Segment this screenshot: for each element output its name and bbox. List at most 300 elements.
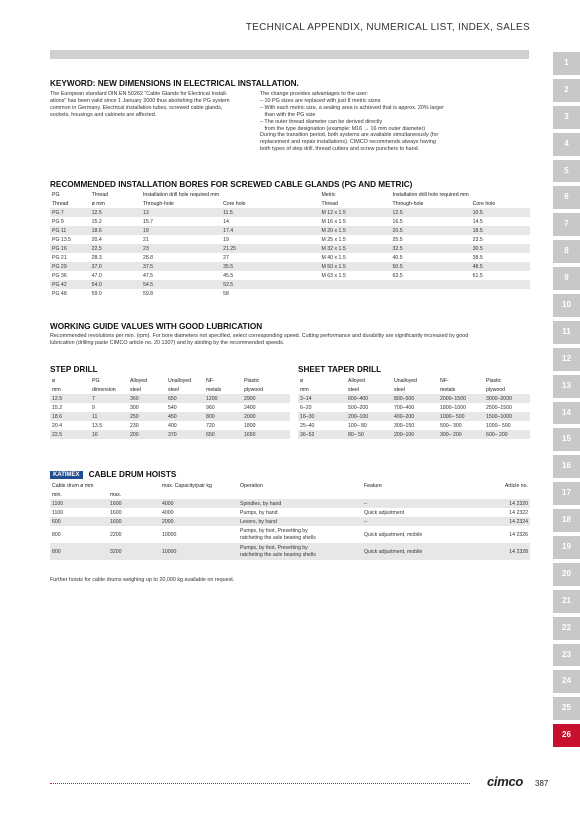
header-cell: mm xyxy=(52,386,61,393)
table-cell xyxy=(471,280,530,289)
header-cell: Metric xyxy=(321,191,336,198)
bores-table xyxy=(50,190,530,298)
table-row xyxy=(298,430,530,439)
table-cell: 800 xyxy=(204,412,242,421)
header-cell xyxy=(108,481,160,490)
chapter-tab: 22 xyxy=(553,617,580,640)
table-cell: 2400 xyxy=(244,404,256,411)
table-cell: M 20 x 1.5 xyxy=(319,226,390,235)
table-cell: 47.5 xyxy=(142,272,154,279)
table-cell: 30.5 xyxy=(471,244,530,253)
keyword-line: from the type designation (example: M16 → 16 mm outer diameter) xyxy=(260,125,426,132)
table-cell: 14 2322 xyxy=(509,509,528,516)
table-cell: 1800–1000 xyxy=(440,404,466,411)
table-cell: 20.4 xyxy=(52,422,63,429)
table-row xyxy=(50,526,530,543)
table-cell: 2200 xyxy=(110,531,122,538)
table-header-row xyxy=(298,385,530,394)
header-cell: steel xyxy=(130,386,141,393)
table-cell: 500– 300 xyxy=(440,422,462,429)
table-row xyxy=(50,499,530,508)
hoists-heading xyxy=(50,470,176,479)
table-cell: 16 xyxy=(90,430,128,439)
table-row xyxy=(50,208,530,217)
table-cell: 13 xyxy=(141,208,221,217)
table-cell: 25.5 xyxy=(392,236,403,243)
header-cell: plywood xyxy=(486,386,506,393)
table-row xyxy=(50,289,530,298)
table-cell: PG 9 xyxy=(52,218,64,225)
table-cell: 800 xyxy=(50,543,108,560)
table-cell: M 50 x 1.5 xyxy=(319,262,390,271)
table-cell: PG 48 xyxy=(52,290,67,297)
table-cell: 47.0 xyxy=(91,272,102,279)
table-cell: 18.5 xyxy=(471,226,530,235)
header-cell: Unalloyed xyxy=(394,377,418,384)
header-cell: Plastic xyxy=(486,377,502,384)
table-cell: 370 xyxy=(166,430,204,439)
table-cell: – xyxy=(362,499,486,508)
table-cell: 300–150 xyxy=(394,422,415,429)
table-cell: 15.2 xyxy=(91,218,102,225)
cell-line: Pumps, by foot, Presetting by xyxy=(240,545,308,551)
header-cell: max. xyxy=(110,491,122,498)
chapter-tab: 1 xyxy=(553,52,580,75)
keyword-line: – 10 PG sizes are replaced with just 8 metric sizes xyxy=(260,97,381,104)
table-cell xyxy=(238,526,362,543)
table-row xyxy=(50,412,290,421)
header-cell: Operation xyxy=(240,482,263,489)
keyword-line: both types of step drill, thread cutters and screw punchers to hand. xyxy=(260,146,420,153)
header-cell: PG xyxy=(52,191,60,198)
table-row xyxy=(298,421,530,430)
table-cell: 9 xyxy=(92,404,95,411)
chapter-tab: 26 xyxy=(553,724,580,747)
header-cell: Through-hole xyxy=(142,200,174,207)
table-cell: 2000 xyxy=(160,517,238,526)
table-cell: 400 xyxy=(168,422,177,429)
table-cell: 1100 xyxy=(50,499,108,508)
page-header: TECHNICAL APPENDIX, NUMERICAL LIST, INDEX, SALES xyxy=(245,22,530,33)
table-cell: 14 2326 xyxy=(509,531,528,538)
table-header-row xyxy=(50,481,530,490)
header-cell: ø xyxy=(300,377,304,384)
chapter-tab: 21 xyxy=(553,590,580,613)
header-cell: Alloyed xyxy=(130,377,148,384)
table-cell: M 40 x 1.5 xyxy=(321,254,346,261)
table-cell: M 16 x 1.5 xyxy=(321,218,346,225)
header-cell: steel xyxy=(394,386,405,393)
table-cell: 2000 xyxy=(242,412,290,421)
table-cell: 450 xyxy=(166,412,204,421)
table-row xyxy=(50,508,530,517)
bores-title: RECOMMENDED INSTALLATION BORES FOR SCREWED CABLE GLANDS (PG AND METRIC) xyxy=(50,180,413,189)
table-cell: 300– 200 xyxy=(438,430,484,439)
header-cell: metals xyxy=(440,386,456,393)
chapter-tab: 3 xyxy=(553,106,580,129)
table-cell: 61.5 xyxy=(472,272,483,279)
table-cell: 19 xyxy=(223,236,229,243)
header-cell: steel xyxy=(348,386,359,393)
table-cell: 20.4 xyxy=(91,236,102,243)
table-cell: PG 42 xyxy=(50,280,90,289)
table-cell: 1000– 500 xyxy=(438,412,484,421)
header-cell: NF- xyxy=(440,377,449,384)
table-cell: PG 7 xyxy=(50,208,90,217)
table-cell: Quick adjustment, mobile xyxy=(362,543,486,560)
table-cell: 18.6 xyxy=(50,412,90,421)
table-cell: 16.5 xyxy=(392,218,403,225)
table-cell: 600 xyxy=(50,517,108,526)
table-row xyxy=(50,430,290,439)
header-cell xyxy=(486,490,530,499)
table-cell: 18.6 xyxy=(90,226,141,235)
table-cell: 700–400 xyxy=(394,404,415,411)
table-cell: 540 xyxy=(168,404,177,411)
table-cell: 21.25 xyxy=(221,244,319,253)
taper-title: SHEET TAPER DRILL xyxy=(298,365,382,374)
table-cell: 1800 xyxy=(244,422,256,429)
table-cell: 2500–1500 xyxy=(486,404,512,411)
table-cell: Quick adjustment xyxy=(364,509,405,516)
table-cell: 50.5 xyxy=(391,262,471,271)
table-row xyxy=(50,517,530,526)
table-cell: 52.5 xyxy=(221,280,319,289)
chapter-tab: 19 xyxy=(553,536,580,559)
table-cell: 800 xyxy=(52,531,61,538)
table-cell: 19 xyxy=(141,226,221,235)
table-cell: 3200 xyxy=(108,543,160,560)
table-row xyxy=(50,235,530,244)
header-cell xyxy=(471,190,530,199)
chapter-tab: 16 xyxy=(553,455,580,478)
header-cell xyxy=(362,490,486,499)
table-cell: Levers, by hand xyxy=(238,517,362,526)
chapter-tab: 7 xyxy=(553,213,580,236)
table-cell: 14 2328 xyxy=(486,543,530,560)
table-row xyxy=(50,244,530,253)
table-cell: 7 xyxy=(90,394,128,403)
chapter-tab: 25 xyxy=(553,697,580,720)
chapter-tab: 23 xyxy=(553,644,580,667)
table-cell: PG 29 xyxy=(50,262,90,271)
chapter-tab: 14 xyxy=(553,402,580,425)
table-cell: 35.5 xyxy=(221,262,319,271)
table-cell: 4000 xyxy=(162,509,174,516)
table-cell: 10000 xyxy=(162,531,177,538)
table-cell: 37.0 xyxy=(90,262,141,271)
table-cell: 14.5 xyxy=(472,218,483,225)
header-cell: Thread xyxy=(91,191,109,198)
table-cell: 27 xyxy=(223,254,229,261)
keyword-right-text xyxy=(260,91,530,153)
table-cell: 17.4 xyxy=(221,226,319,235)
table-cell: 11 xyxy=(90,412,128,421)
table-cell: 32.5 xyxy=(391,244,471,253)
table-cell: 80– 50 xyxy=(346,430,392,439)
table-cell xyxy=(391,280,471,289)
table-cell: 23.5 xyxy=(472,236,483,243)
table-cell: – xyxy=(362,517,486,526)
table-cell: 10000 xyxy=(160,543,238,560)
table-cell: M 12 x 1.5 xyxy=(319,208,390,217)
table-cell: 200 xyxy=(128,430,166,439)
chapter-tab: 5 xyxy=(553,160,580,183)
chapter-tab: 8 xyxy=(553,240,580,263)
table-cell: 3000–2000 xyxy=(484,394,530,403)
header-cell: plywood xyxy=(244,386,264,393)
table-cell: 36–52 xyxy=(298,430,346,439)
table-cell: 230 xyxy=(130,422,139,429)
chapter-tab: 12 xyxy=(553,348,580,371)
table-cell: 720 xyxy=(206,422,215,429)
table-cell: 38.5 xyxy=(472,254,483,261)
header-cell: min. xyxy=(52,491,62,498)
table-cell xyxy=(391,289,471,298)
header-cell: NF- xyxy=(206,377,215,384)
header-cell xyxy=(238,490,362,499)
chapter-tab: 11 xyxy=(553,321,580,344)
table-cell xyxy=(319,289,390,298)
keyword-line: – With each metric size, a sealing area is achieved that is approx. 20% larger xyxy=(260,104,444,111)
header-cell: Feature xyxy=(364,482,382,489)
header-cell xyxy=(221,190,319,199)
keyword-line: The European standard DIN EN 50262 “Cable Glands for Electrical Install- xyxy=(50,91,228,97)
table-cell: 14 xyxy=(223,218,229,225)
table-cell: M 32 x 1.5 xyxy=(319,244,390,253)
table-cell: 300 xyxy=(130,404,139,411)
table-cell: 20.5 xyxy=(391,226,471,235)
header-cell: Thread xyxy=(52,200,69,207)
logo-text: cimco xyxy=(487,774,524,789)
table-cell: Pumps, by hand xyxy=(240,509,278,516)
chapter-tab: 17 xyxy=(553,482,580,505)
table-cell: 100– 80 xyxy=(348,422,367,429)
table-row xyxy=(50,280,530,289)
table-cell: 12.5 xyxy=(50,394,90,403)
header-cell: Alloyed xyxy=(348,377,366,384)
cell-line: Pumps, by foot, Presetting by xyxy=(240,528,308,534)
table-cell: 11.5 xyxy=(221,208,319,217)
guide-line: Recommended revolutions per min. (rpm). For bore diameters not specified, select corresponding speed. Cutting performance and durability are significantly increased by good xyxy=(50,333,469,339)
page-number: 387 xyxy=(535,779,549,788)
hoists-table xyxy=(50,481,530,560)
header-cell: Core hole xyxy=(223,200,246,207)
keyword-line: replacement and repair installations). CIMCO recommends always having xyxy=(260,139,436,146)
chapter-tab: 6 xyxy=(553,186,580,209)
table-header-row xyxy=(50,385,290,394)
table-cell: 25–40 xyxy=(300,422,315,429)
table-cell: 16–30 xyxy=(298,412,346,421)
table-cell: 58 xyxy=(223,290,229,297)
table-row xyxy=(298,394,530,403)
table-cell: 12.5 xyxy=(90,208,141,217)
table-cell: 1600 xyxy=(108,517,160,526)
step-title: STEP DRILL xyxy=(50,365,98,374)
table-cell: 1650 xyxy=(242,430,290,439)
guide-line: lubrication (drilling paste CIMCO article no. 20 1307) and by abiding by the recommended speeds. xyxy=(50,339,285,346)
chapter-tab: 24 xyxy=(553,670,580,693)
table-cell: 250 xyxy=(128,412,166,421)
header-bar xyxy=(50,50,529,59)
header-cell: Plastic xyxy=(244,377,260,384)
table-row xyxy=(50,217,530,226)
header-cell: ø mm xyxy=(91,200,105,207)
table-cell: 6–20 xyxy=(300,404,312,411)
table-cell: PG 36 xyxy=(52,272,67,279)
table-header-row xyxy=(50,199,530,208)
table-cell: 37.5 xyxy=(141,262,221,271)
keyword-line: common in Germany. Electrical installation tubes, screwed cable glands, xyxy=(50,104,223,111)
cimco-logo xyxy=(487,774,523,789)
guide-text xyxy=(50,333,530,347)
table-cell: 2900 xyxy=(242,394,290,403)
chapter-tabs xyxy=(553,52,580,751)
chapter-tab: 4 xyxy=(553,133,580,156)
keyword-left-text xyxy=(50,91,250,119)
header-cell: ø xyxy=(52,377,56,384)
header-cell: max. Capacity/pair kg xyxy=(162,482,212,489)
table-cell: 13.5 xyxy=(92,422,103,429)
table-cell: 2000–1500 xyxy=(438,394,484,403)
table-cell: 1000– 500 xyxy=(486,422,511,429)
sheet-taper-table xyxy=(298,376,530,439)
table-cell: 1200 xyxy=(204,394,242,403)
table-cell: 960 xyxy=(206,404,215,411)
table-cell: 59.8 xyxy=(142,290,154,297)
header-cell: Article no. xyxy=(504,482,528,489)
table-cell: 3–14 xyxy=(298,394,346,403)
header-cell: Installation drill hole required mm xyxy=(142,191,220,198)
table-header-row xyxy=(50,190,530,199)
katimex-logo: KATIMEX xyxy=(50,471,83,479)
header-cell: Installation drill hole required mm xyxy=(392,191,469,198)
chapter-tab: 15 xyxy=(553,428,580,451)
table-cell: 54.5 xyxy=(141,280,221,289)
table-cell: 23 xyxy=(141,244,221,253)
table-cell: 14 2320 xyxy=(486,499,530,508)
table-cell: PG 11 xyxy=(50,226,90,235)
table-cell: 15.7 xyxy=(142,218,154,225)
keyword-line: ations” has been valid since 1 January 2000 thus abolishing the PG system xyxy=(50,97,230,104)
keyword-line: During the transition period, both systems are available simultaneously (for xyxy=(260,132,439,139)
table-row xyxy=(50,543,530,560)
table-row xyxy=(50,226,530,235)
table-cell: 22.5 xyxy=(50,430,90,439)
table-cell: M 63 x 1.5 xyxy=(321,272,346,279)
table-row xyxy=(50,394,290,403)
table-cell: PG 16 xyxy=(50,244,90,253)
table-cell: 59.0 xyxy=(91,290,102,297)
table-cell: 4000 xyxy=(160,499,238,508)
chapter-tab: 10 xyxy=(553,294,580,317)
header-cell: PG xyxy=(92,377,100,384)
table-row xyxy=(298,412,530,421)
footer-rule xyxy=(50,783,470,784)
table-cell: 40.5 xyxy=(392,254,403,261)
guide-title: WORKING GUIDE VALUES WITH GOOD LUBRICATION xyxy=(50,322,263,331)
header-cell: metals xyxy=(206,386,222,393)
header-cell: dimension xyxy=(92,386,116,393)
table-cell: 200–100 xyxy=(346,412,392,421)
table-cell: 28.8 xyxy=(142,254,154,261)
table-cell: 500–200 xyxy=(348,404,369,411)
table-cell: 200–100 xyxy=(392,430,438,439)
table-cell: 1600 xyxy=(110,509,122,516)
table-cell xyxy=(471,289,530,298)
table-row xyxy=(50,262,530,271)
table-header-row xyxy=(50,490,530,499)
table-cell: 48.5 xyxy=(471,262,530,271)
table-row xyxy=(298,403,530,412)
table-row xyxy=(50,253,530,262)
table-cell: Quick adjustment, mobile xyxy=(364,531,423,538)
table-cell: PG 21 xyxy=(52,254,67,261)
table-cell: 21 xyxy=(142,236,149,243)
table-cell: 14 2324 xyxy=(486,517,530,526)
step-drill-table xyxy=(50,376,290,439)
table-cell: 400–200 xyxy=(392,412,438,421)
table-cell: 600–400 xyxy=(346,394,392,403)
table-cell: Spindles, by hand xyxy=(238,499,362,508)
table-cell: M 25 x 1.5 xyxy=(321,236,346,243)
header-cell: Unalloyed xyxy=(168,377,192,384)
table-cell: 63.5 xyxy=(392,272,403,279)
table-cell: 360 xyxy=(128,394,166,403)
hoists-title: CABLE DRUM HOISTS xyxy=(88,470,177,479)
table-cell: 1100 xyxy=(52,509,64,516)
keyword-line: sockets, housings and cabinets are affected. xyxy=(50,111,157,118)
table-row xyxy=(50,271,530,280)
header-cell xyxy=(160,490,238,499)
table-cell: 45.5 xyxy=(223,272,234,279)
table-cell: 650 xyxy=(166,394,204,403)
keyword-line: than with the PG size xyxy=(260,111,316,118)
header-cell: Thread xyxy=(321,200,338,207)
table-row xyxy=(50,403,290,412)
table-header-row xyxy=(50,376,290,385)
table-cell: 28.3 xyxy=(91,254,102,261)
table-cell: 600– 200 xyxy=(484,430,530,439)
header-cell: Cable drum ø mm xyxy=(52,482,94,489)
chapter-tab: 20 xyxy=(553,563,580,586)
table-cell: PG 13.5 xyxy=(52,236,72,243)
chapter-tab: 13 xyxy=(553,375,580,398)
table-cell: 15.2 xyxy=(52,404,63,411)
cell-line: ratcheting the axle bearing shells xyxy=(240,534,316,541)
table-header-row xyxy=(298,376,530,385)
table-row xyxy=(50,421,290,430)
header-cell: steel xyxy=(168,386,179,393)
table-cell: 22.5 xyxy=(90,244,141,253)
header-cell: Through-hole xyxy=(392,200,424,207)
header-cell: Core hole xyxy=(472,200,496,207)
table-cell: 650 xyxy=(204,430,242,439)
table-cell: 12.5 xyxy=(391,208,471,217)
keyword-title: KEYWORD: NEW DIMENSIONS IN ELECTRICAL INSTALLATION. xyxy=(50,79,299,88)
table-cell: 10.5 xyxy=(471,208,530,217)
table-cell xyxy=(238,543,362,560)
chapter-tab: 18 xyxy=(553,509,580,532)
keyword-line: – The outer thread diameter can be derived directly xyxy=(260,118,383,125)
chapter-tab: 2 xyxy=(553,79,580,102)
cell-line: ratcheting the axle bearing shells xyxy=(240,551,316,558)
table-cell xyxy=(319,280,390,289)
keyword-line: The change provides advantages to the user: xyxy=(260,91,369,97)
hoists-note: Further hoists for cable drums weighing up to 20,000 kg available on request. xyxy=(50,577,235,583)
chapter-tab: 9 xyxy=(553,267,580,290)
table-cell: 1600 xyxy=(108,499,160,508)
